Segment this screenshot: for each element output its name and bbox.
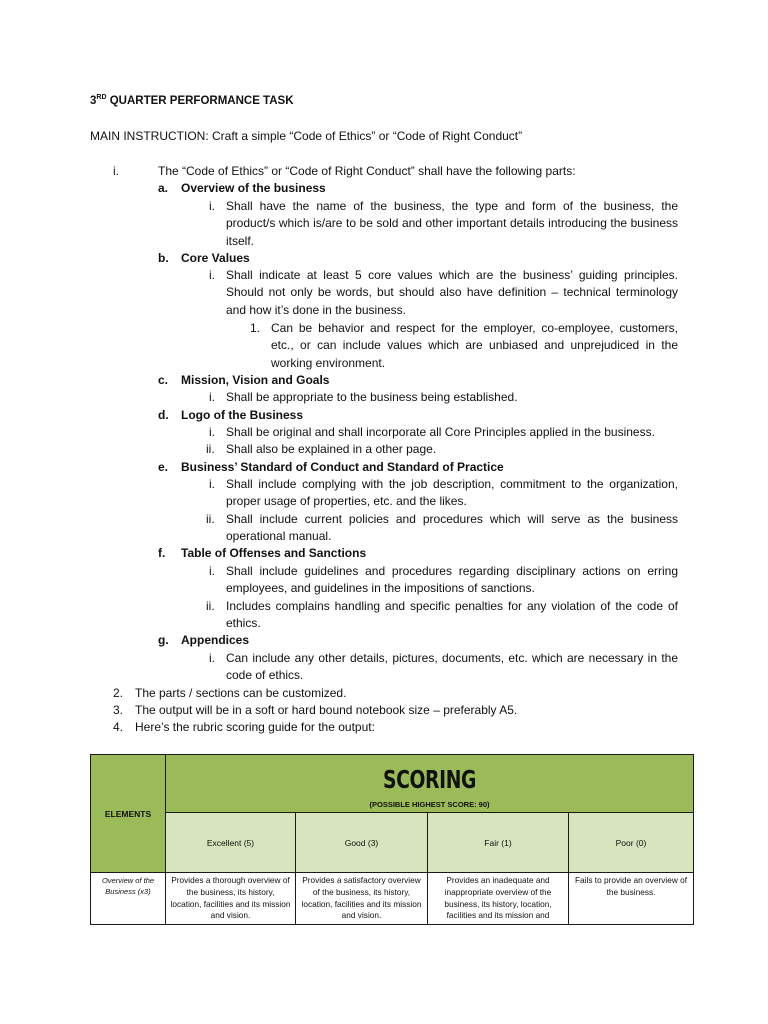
rubric-description-cell (427, 872, 569, 925)
list-item-text: Shall be appropriate to the business being established. (226, 390, 518, 404)
rubric-description: Provides an inadequate and inappropriate overview of the business, its history, location, facilities and its mission and (444, 875, 552, 921)
list-marker: i. (113, 164, 119, 178)
level-excellent (165, 812, 296, 873)
list-item-text: The “Code of Ethics” or “Code of Right Conduct” shall have the following parts: (158, 164, 576, 178)
scoring-title: SCORING (382, 765, 477, 794)
level-poor (568, 812, 694, 873)
list-item-text: Can be behavior and respect for the employer, co-employee, customers, etc., or can include values which are unbiased and unprejudiced in the working environment. (271, 321, 678, 370)
list-item-text: Shall include guidelines and procedures regarding disciplinary actions on erring employees, and guidelines in the impositions of sanctions. (226, 564, 678, 596)
list-marker: 1. (250, 321, 261, 335)
list-marker: g. (158, 633, 169, 647)
level-fair (427, 812, 569, 873)
list-item-text: The parts / sections can be customized. (135, 686, 347, 700)
list-marker: ii. (206, 599, 215, 613)
section-heading: Business’ Standard of Conduct and Standard of Practice (181, 460, 504, 474)
title-superscript: RD (96, 94, 107, 102)
list-marker: 3. (113, 703, 124, 717)
list-marker: i. (209, 425, 215, 439)
list-marker: a. (158, 181, 169, 195)
rubric-table (90, 754, 694, 925)
list-item-text: Shall indicate at least 5 core values which are the business’ guiding principles. Should not only be words, but should also have definition – technical terminology and how it’s done in the business. (226, 268, 678, 317)
list-marker: b. (158, 251, 169, 265)
list-marker: 4. (113, 720, 124, 734)
section-heading: Mission, Vision and Goals (181, 373, 330, 387)
list-item-text: The output will be in a soft or hard bound notebook size – preferably A5. (135, 703, 518, 717)
list-marker: e. (158, 460, 169, 474)
list-marker: d. (158, 408, 169, 422)
level-label: Fair (1) (484, 837, 512, 848)
list-item-text: Shall include complying with the job description, commitment to the organization, proper usage of properties, etc. and the likes. (226, 477, 678, 509)
list-item-text: Shall be original and shall incorporate all Core Principles applied in the business. (226, 425, 655, 439)
scoring-subtitle: (POSSIBLE HIGHEST SCORE: 90) (369, 800, 490, 809)
list-item-text: Shall also be explained in a other page. (226, 442, 437, 456)
list-item-text: Includes complains handling and specific penalties for any violation of the code of ethics. (226, 599, 678, 631)
list-item-text: Can include any other details, pictures, documents, etc. which are necessary in the code of ethics. (226, 651, 678, 683)
section-heading: Appendices (181, 633, 250, 647)
list-marker: i. (209, 390, 215, 404)
list-marker: i. (209, 651, 215, 665)
level-label: Poor (0) (615, 837, 647, 848)
section-heading: Table of Offenses and Sanctions (181, 546, 367, 560)
rubric-element-cell (90, 872, 166, 925)
list-marker: i. (209, 477, 215, 491)
rubric-description-cell (295, 872, 428, 925)
title-rest: QUARTER PERFORMANCE TASK (106, 95, 294, 107)
list-item-text: Shall include current policies and procedures which will serve as the business operational manual. (226, 512, 678, 544)
level-label: Excellent (5) (206, 837, 255, 848)
title-number: 3 (90, 95, 97, 107)
list-marker: ii. (206, 442, 215, 456)
rubric-element-label: Overview of the Business (x3) (101, 876, 155, 896)
rubric-description: Fails to provide an overview of the business. (574, 875, 688, 897)
list-marker: f. (158, 546, 166, 560)
main-instruction: MAIN INSTRUCTION: Craft a simple “Code of Ethics” or “Code of Right Conduct” (90, 129, 523, 143)
level-label: Good (3) (344, 837, 379, 848)
rubric-description-cell (568, 872, 694, 925)
rubric-description: Provides a thorough overview of the business, its history, location, facilities and its mission and vision. (170, 875, 291, 921)
list-marker: i. (209, 564, 215, 578)
elements-header-label: ELEMENTS (104, 808, 152, 819)
section-heading: Overview of the business (181, 181, 326, 195)
rubric-description-cell (165, 872, 296, 925)
list-marker: i. (209, 268, 215, 282)
scoring-header (165, 754, 694, 813)
level-good (295, 812, 428, 873)
list-marker: i. (209, 199, 215, 213)
list-marker: 2. (113, 686, 124, 700)
elements-header (90, 754, 166, 873)
list-item-text: Shall have the name of the business, the type and form of the business, the product/s which is/are to be sold and other important details introducing the business itself. (226, 199, 678, 248)
section-heading: Logo of the Business (181, 408, 304, 422)
list-marker: ii. (206, 512, 215, 526)
list-marker: c. (158, 373, 169, 387)
section-heading: Core Values (181, 251, 250, 265)
list-item-text: Here’s the rubric scoring guide for the output: (135, 720, 375, 734)
rubric-description: Provides a satisfactory overview of the business, its history, location, facilities and its mission and vision. (301, 875, 422, 921)
page-title (90, 93, 294, 110)
